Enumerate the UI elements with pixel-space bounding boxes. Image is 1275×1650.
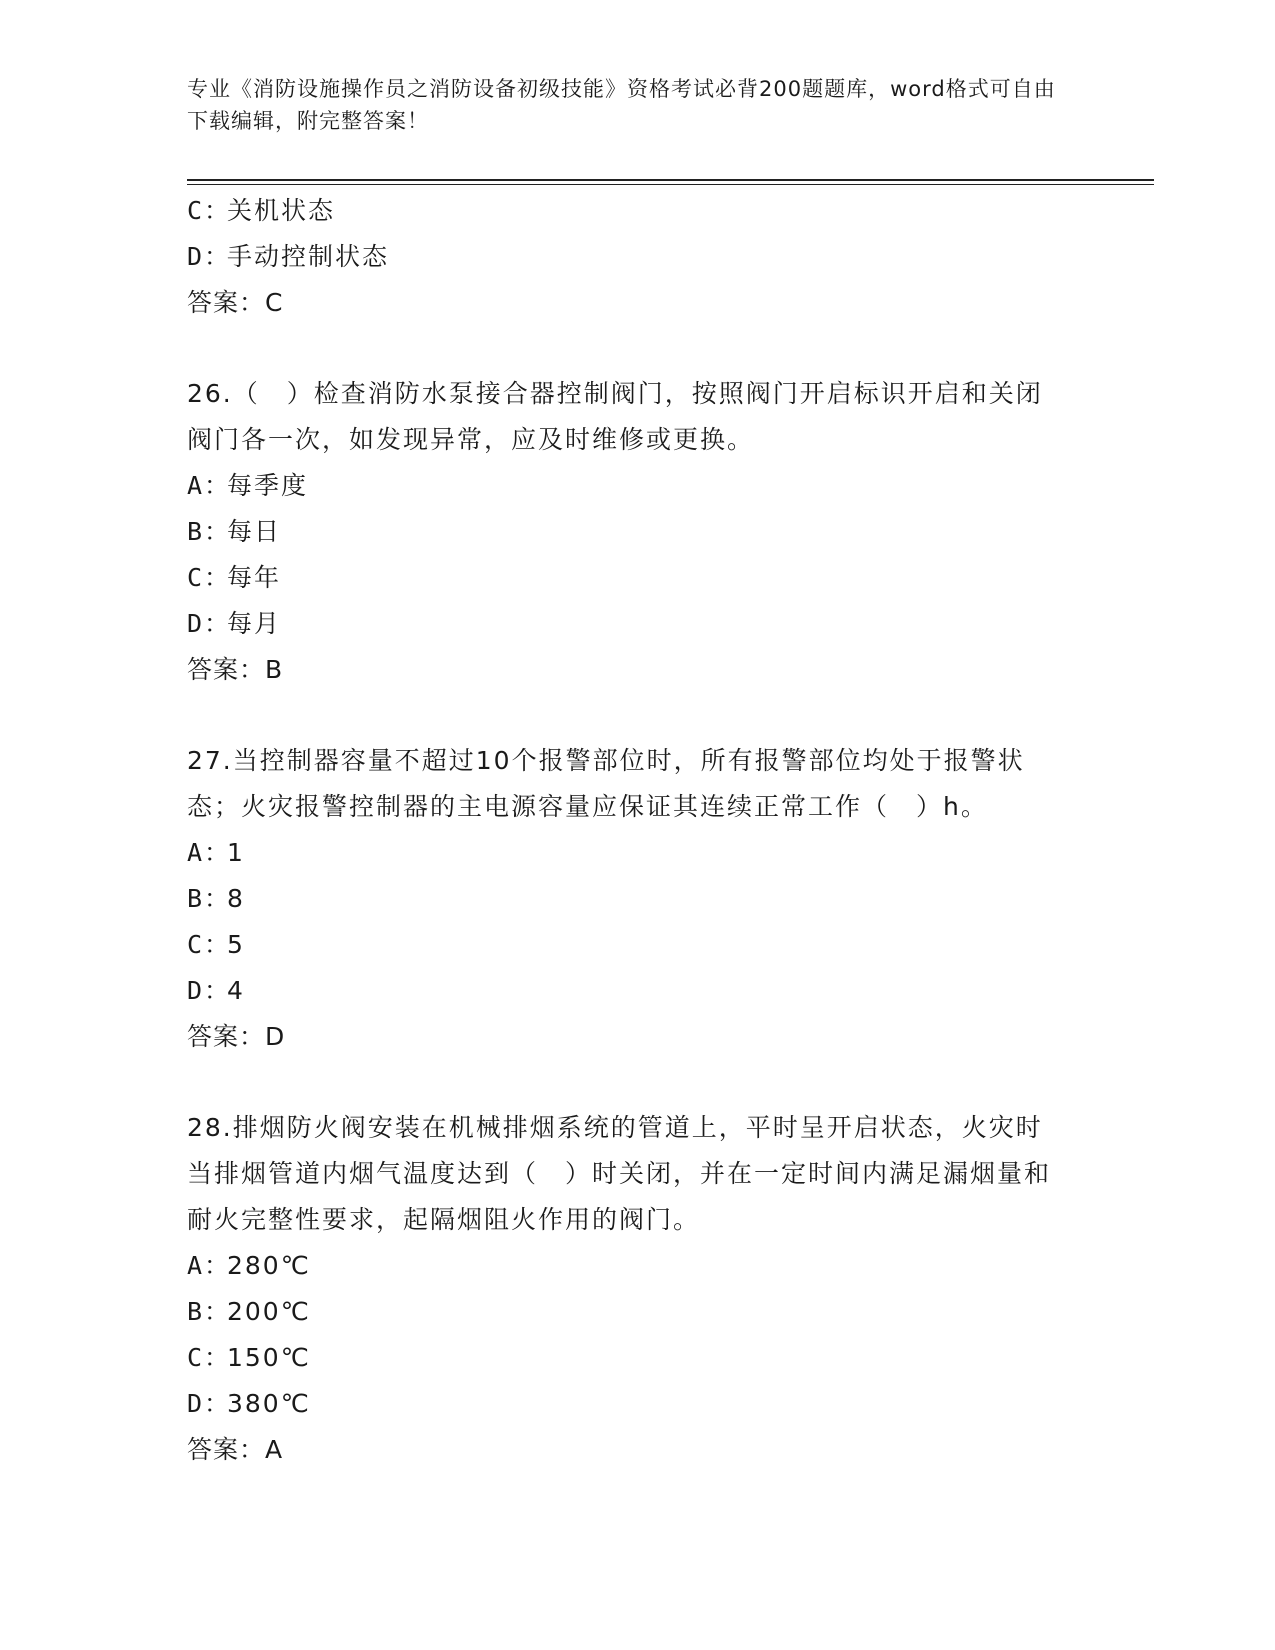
option-text: 每年	[227, 563, 282, 592]
option-item	[187, 876, 1087, 922]
option-item	[187, 463, 1087, 509]
option-item	[187, 188, 1087, 234]
option-text: 200℃	[227, 1297, 311, 1326]
option-item	[187, 1335, 1087, 1381]
question-content	[187, 188, 1087, 1473]
spacer	[187, 693, 1087, 738]
document-header: 专业《消防设施操作员之消防设备初级技能》资格考试必背200题题库，word格式可自由下载编辑，附完整答案！	[187, 77, 1056, 133]
option-label: B：	[187, 517, 232, 546]
header-divider	[187, 179, 1154, 181]
option-item	[187, 968, 1087, 1014]
option-text: 8	[227, 884, 245, 913]
option-label: C：	[187, 196, 232, 225]
option-label: D：	[187, 242, 232, 271]
option-label: C：	[187, 1343, 232, 1372]
option-item	[187, 1243, 1087, 1289]
spacer	[187, 1060, 1087, 1105]
answer-line: 答案：D	[187, 1022, 286, 1051]
option-text: 每季度	[227, 471, 309, 500]
option-text: 每日	[227, 517, 282, 546]
header-divider-thin	[187, 184, 1154, 185]
answer-line: 答案：A	[187, 1435, 284, 1464]
option-item	[187, 509, 1087, 555]
question-stem: 28.排烟防火阀安装在机械排烟系统的管道上，平时呈开启状态，火灾时当排烟管道内烟气温度达到（ ）时关闭，并在一定时间内满足漏烟量和耐火完整性要求，起隔烟阻火作用的阀门。	[187, 1113, 1052, 1234]
question-stem: 26.（ ）检查消防水泵接合器控制阀门，按照阀门开启标识开启和关闭阀门各一次，如发现异常，应及时维修或更换。	[187, 379, 1043, 454]
option-label: A：	[187, 838, 232, 867]
option-text: 关机状态	[227, 196, 336, 225]
option-text: 手动控制状态	[227, 242, 390, 271]
option-text: 5	[227, 930, 245, 959]
answer-line: 答案：B	[187, 655, 284, 684]
option-item	[187, 601, 1087, 647]
option-text: 380℃	[227, 1389, 311, 1418]
option-label: D：	[187, 1389, 232, 1418]
answer-line: 答案：C	[187, 288, 284, 317]
spacer	[187, 326, 1087, 371]
option-item	[187, 234, 1087, 280]
option-label: B：	[187, 884, 232, 913]
option-item	[187, 830, 1087, 876]
option-label: A：	[187, 1251, 232, 1280]
option-label: C：	[187, 930, 232, 959]
option-item	[187, 922, 1087, 968]
option-item	[187, 1381, 1087, 1427]
option-item	[187, 555, 1087, 601]
option-text: 4	[227, 976, 245, 1005]
question-stem: 27.当控制器容量不超过10个报警部位时，所有报警部位均处于报警状态；火灾报警控制器的主电源容量应保证其连续正常工作（ ）h。	[187, 746, 1025, 821]
option-label: D：	[187, 976, 232, 1005]
option-item	[187, 1289, 1087, 1335]
option-text: 每月	[227, 609, 282, 638]
option-label: C：	[187, 563, 232, 592]
option-label: B：	[187, 1297, 232, 1326]
option-text: 1	[227, 838, 245, 867]
option-text: 150℃	[227, 1343, 311, 1372]
option-label: A：	[187, 471, 232, 500]
option-text: 280℃	[227, 1251, 311, 1280]
option-label: D：	[187, 609, 232, 638]
